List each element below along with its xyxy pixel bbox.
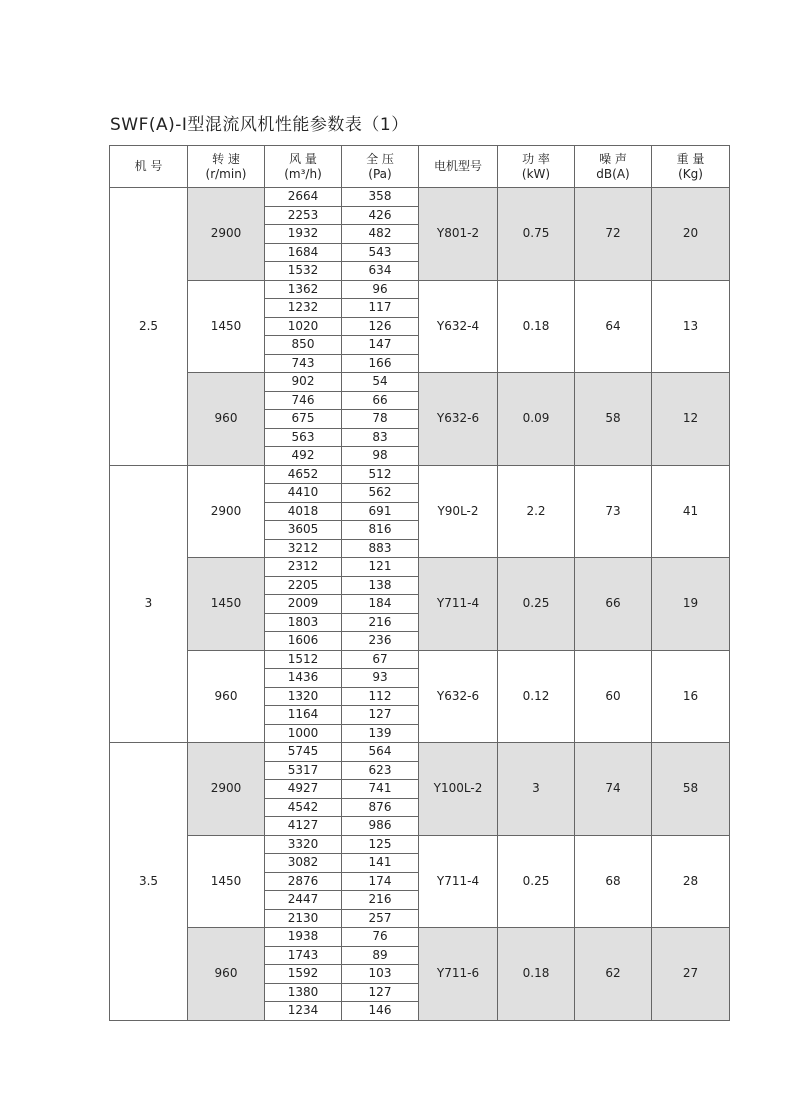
airflow-cell: 1606 — [265, 632, 342, 651]
motor-cell: Y90L-2 — [419, 465, 498, 558]
pressure-cell: 691 — [342, 502, 419, 521]
airflow-cell: 1362 — [265, 280, 342, 299]
table-row — [110, 650, 730, 669]
table-row — [110, 373, 730, 392]
power-cell: 0.25 — [498, 558, 575, 651]
pressure-cell: 76 — [342, 928, 419, 947]
airflow-cell: 743 — [265, 354, 342, 373]
pressure-cell: 78 — [342, 410, 419, 429]
table-row — [110, 558, 730, 577]
airflow-cell: 1803 — [265, 613, 342, 632]
table-row — [110, 465, 730, 484]
pressure-cell: 126 — [342, 317, 419, 336]
airflow-cell: 1020 — [265, 317, 342, 336]
motor-cell: Y100L-2 — [419, 743, 498, 836]
airflow-cell: 1320 — [265, 687, 342, 706]
airflow-cell: 675 — [265, 410, 342, 429]
pressure-cell: 138 — [342, 576, 419, 595]
pressure-cell: 67 — [342, 650, 419, 669]
airflow-cell: 4410 — [265, 484, 342, 503]
airflow-cell: 4652 — [265, 465, 342, 484]
weight-cell: 16 — [652, 650, 730, 743]
airflow-cell: 3605 — [265, 521, 342, 540]
speed-cell: 960 — [188, 373, 265, 466]
table-body — [110, 188, 730, 1021]
motor-cell: Y711-6 — [419, 928, 498, 1021]
weight-cell: 19 — [652, 558, 730, 651]
power-cell: 0.18 — [498, 928, 575, 1021]
noise-cell: 60 — [575, 650, 652, 743]
pressure-cell: 358 — [342, 188, 419, 207]
airflow-cell: 2312 — [265, 558, 342, 577]
pressure-cell: 623 — [342, 761, 419, 780]
airflow-cell: 563 — [265, 428, 342, 447]
speed-cell: 2900 — [188, 465, 265, 558]
motor-cell: Y711-4 — [419, 558, 498, 651]
airflow-cell: 2009 — [265, 595, 342, 614]
airflow-cell: 1743 — [265, 946, 342, 965]
power-cell: 0.25 — [498, 835, 575, 928]
pressure-cell: 66 — [342, 391, 419, 410]
airflow-cell: 1592 — [265, 965, 342, 984]
power-cell: 0.18 — [498, 280, 575, 373]
col-speed: 转 速 (r/min) — [188, 146, 265, 188]
speed-cell: 960 — [188, 650, 265, 743]
weight-cell: 13 — [652, 280, 730, 373]
airflow-cell: 1380 — [265, 983, 342, 1002]
pressure-cell: 125 — [342, 835, 419, 854]
table-row — [110, 835, 730, 854]
noise-cell: 73 — [575, 465, 652, 558]
speed-cell: 960 — [188, 928, 265, 1021]
power-cell: 0.12 — [498, 650, 575, 743]
airflow-cell: 2447 — [265, 891, 342, 910]
airflow-cell: 5317 — [265, 761, 342, 780]
pressure-cell: 127 — [342, 983, 419, 1002]
airflow-cell: 3212 — [265, 539, 342, 558]
pressure-cell: 103 — [342, 965, 419, 984]
pressure-cell: 876 — [342, 798, 419, 817]
speed-cell: 1450 — [188, 558, 265, 651]
motor-cell: Y801-2 — [419, 188, 498, 281]
pressure-cell: 166 — [342, 354, 419, 373]
pressure-cell: 184 — [342, 595, 419, 614]
airflow-cell: 1000 — [265, 724, 342, 743]
pressure-cell: 83 — [342, 428, 419, 447]
airflow-cell: 1532 — [265, 262, 342, 281]
speed-cell: 1450 — [188, 280, 265, 373]
pressure-cell: 93 — [342, 669, 419, 688]
weight-cell: 41 — [652, 465, 730, 558]
airflow-cell: 5745 — [265, 743, 342, 762]
pressure-cell: 89 — [342, 946, 419, 965]
power-cell: 0.75 — [498, 188, 575, 281]
airflow-cell: 4018 — [265, 502, 342, 521]
pressure-cell: 482 — [342, 225, 419, 244]
noise-cell: 68 — [575, 835, 652, 928]
airflow-cell: 492 — [265, 447, 342, 466]
table-row — [110, 928, 730, 947]
table-row — [110, 280, 730, 299]
pressure-cell: 741 — [342, 780, 419, 799]
airflow-cell: 2253 — [265, 206, 342, 225]
airflow-cell: 1512 — [265, 650, 342, 669]
pressure-cell: 512 — [342, 465, 419, 484]
power-cell: 0.09 — [498, 373, 575, 466]
model-cell: 3 — [110, 465, 188, 743]
pressure-cell: 174 — [342, 872, 419, 891]
airflow-cell: 2130 — [265, 909, 342, 928]
weight-cell: 20 — [652, 188, 730, 281]
pressure-cell: 127 — [342, 706, 419, 725]
col-pressure: 全 压 (Pa) — [342, 146, 419, 188]
pressure-cell: 564 — [342, 743, 419, 762]
model-cell: 2.5 — [110, 188, 188, 466]
power-cell: 3 — [498, 743, 575, 836]
speed-cell: 2900 — [188, 743, 265, 836]
pressure-cell: 96 — [342, 280, 419, 299]
airflow-cell: 1932 — [265, 225, 342, 244]
motor-cell: Y711-4 — [419, 835, 498, 928]
col-model: 机 号 — [110, 146, 188, 188]
col-noise: 噪 声 dB(A) — [575, 146, 652, 188]
pressure-cell: 54 — [342, 373, 419, 392]
pressure-cell: 426 — [342, 206, 419, 225]
pressure-cell: 883 — [342, 539, 419, 558]
noise-cell: 74 — [575, 743, 652, 836]
pressure-cell: 216 — [342, 891, 419, 910]
pressure-cell: 112 — [342, 687, 419, 706]
airflow-cell: 3320 — [265, 835, 342, 854]
motor-cell: Y632-6 — [419, 373, 498, 466]
pressure-cell: 98 — [342, 447, 419, 466]
weight-cell: 12 — [652, 373, 730, 466]
noise-cell: 58 — [575, 373, 652, 466]
noise-cell: 64 — [575, 280, 652, 373]
airflow-cell: 2876 — [265, 872, 342, 891]
header-row — [110, 146, 730, 188]
table-row — [110, 188, 730, 207]
pressure-cell: 146 — [342, 1002, 419, 1021]
weight-cell: 58 — [652, 743, 730, 836]
airflow-cell: 1938 — [265, 928, 342, 947]
col-weight: 重 量 (Kg) — [652, 146, 730, 188]
pressure-cell: 117 — [342, 299, 419, 318]
col-motor: 电机型号 — [419, 146, 498, 188]
speed-cell: 2900 — [188, 188, 265, 281]
noise-cell: 72 — [575, 188, 652, 281]
power-cell: 2.2 — [498, 465, 575, 558]
weight-cell: 27 — [652, 928, 730, 1021]
airflow-cell: 1436 — [265, 669, 342, 688]
pressure-cell: 236 — [342, 632, 419, 651]
pressure-cell: 216 — [342, 613, 419, 632]
airflow-cell: 850 — [265, 336, 342, 355]
airflow-cell: 1684 — [265, 243, 342, 262]
airflow-cell: 1234 — [265, 1002, 342, 1021]
pressure-cell: 121 — [342, 558, 419, 577]
pressure-cell: 543 — [342, 243, 419, 262]
pressure-cell: 141 — [342, 854, 419, 873]
noise-cell: 66 — [575, 558, 652, 651]
page-title: SWF(A)-Ⅰ型混流风机性能参数表（1） — [110, 115, 409, 135]
col-airflow: 风 量 (m³/h) — [265, 146, 342, 188]
airflow-cell: 2664 — [265, 188, 342, 207]
pressure-cell: 562 — [342, 484, 419, 503]
col-power: 功 率 (kW) — [498, 146, 575, 188]
weight-cell: 28 — [652, 835, 730, 928]
airflow-cell: 4927 — [265, 780, 342, 799]
airflow-cell: 746 — [265, 391, 342, 410]
airflow-cell: 4542 — [265, 798, 342, 817]
model-cell: 3.5 — [110, 743, 188, 1021]
airflow-cell: 1164 — [265, 706, 342, 725]
motor-cell: Y632-4 — [419, 280, 498, 373]
performance-table — [109, 145, 730, 1021]
pressure-cell: 147 — [342, 336, 419, 355]
motor-cell: Y632-6 — [419, 650, 498, 743]
pressure-cell: 257 — [342, 909, 419, 928]
pressure-cell: 986 — [342, 817, 419, 836]
speed-cell: 1450 — [188, 835, 265, 928]
pressure-cell: 816 — [342, 521, 419, 540]
pressure-cell: 139 — [342, 724, 419, 743]
noise-cell: 62 — [575, 928, 652, 1021]
airflow-cell: 2205 — [265, 576, 342, 595]
pressure-cell: 634 — [342, 262, 419, 281]
airflow-cell: 902 — [265, 373, 342, 392]
airflow-cell: 1232 — [265, 299, 342, 318]
table-row — [110, 743, 730, 762]
airflow-cell: 3082 — [265, 854, 342, 873]
airflow-cell: 4127 — [265, 817, 342, 836]
